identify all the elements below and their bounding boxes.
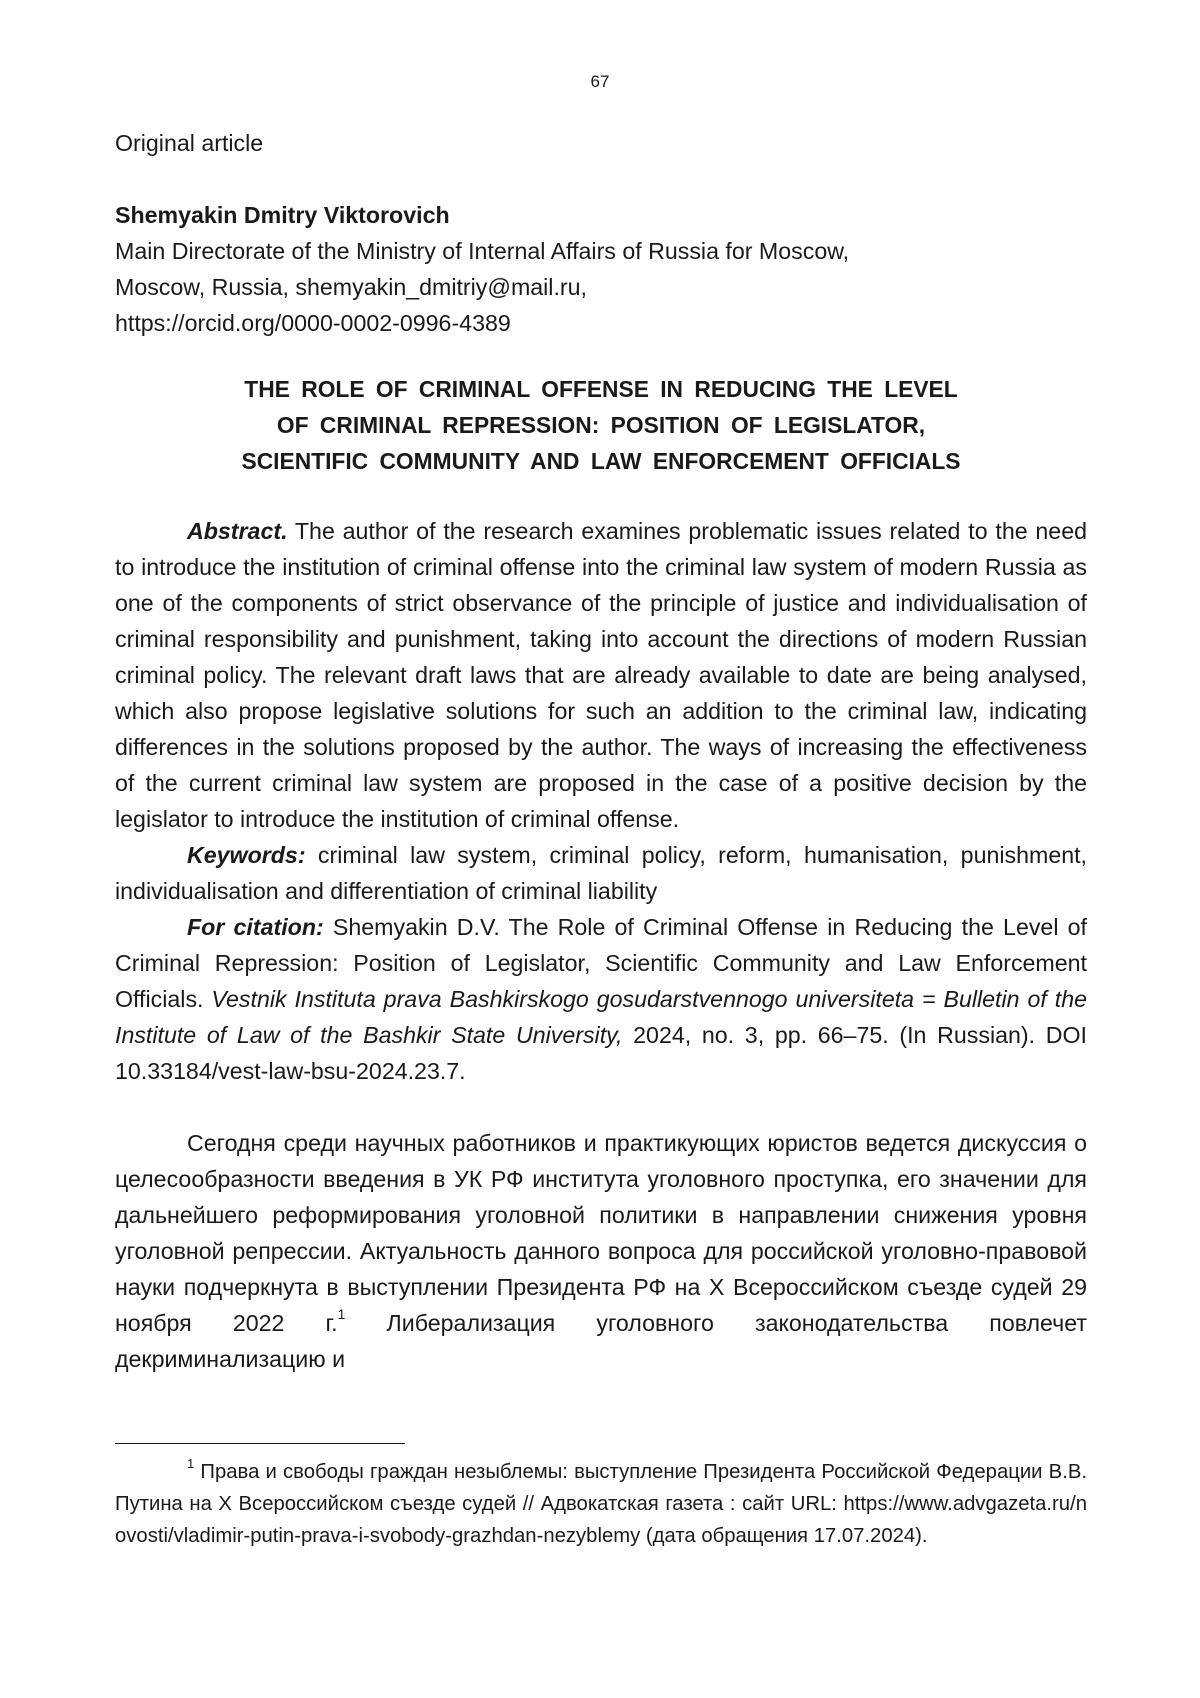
footnote-marker: 1 — [187, 1456, 195, 1471]
footnote-access-date: (дата обращения 17.07.2024). — [640, 1525, 928, 1547]
abstract — [115, 513, 1087, 837]
article-content — [115, 125, 1087, 1377]
footnote-text: Права и свободы граждан незыблемы: выступление Президента Российской Федерации В.В. Путина на X Всероссийском съезде судей // Адвокатская газета : сайт URL: — [115, 1461, 1087, 1515]
body-text-continued: Либерализация уголовного законодательства повлечет декриминализацию и — [115, 1310, 1088, 1372]
citation — [115, 909, 1087, 1089]
title-line: OF CRIMINAL REPRESSION: POSITION OF LEGISLATOR, — [276, 412, 926, 438]
spacer — [115, 161, 1087, 197]
keywords-label: Keywords: — [187, 842, 306, 868]
footnote-url[interactable]: https://www.advgazeta.ru/novosti/vladimir-putin-prava-i-svobody-grazhdan-nezyblemy — [115, 1493, 1087, 1547]
citation-journal: Vestnik Instituta prava Bashkirskogo gosudarstvennogo universiteta = Bulletin of the Institute of Law of the Bashkir State University, — [115, 986, 1087, 1048]
article-type: Original article — [115, 130, 264, 156]
body-paragraph — [115, 1125, 1087, 1377]
citation-label: For citation: — [187, 914, 324, 940]
footnote — [115, 1456, 1087, 1552]
footnote-body — [115, 1456, 1087, 1552]
body-text: Сегодня среди научных работников и практикующих юристов ведется дискуссия о целесообразности введения в УК РФ института уголовного проступка, его значении для дальнейшего реформирования уголовной политики в направлении снижения уровня уголовной репрессии. Актуальность данного вопроса для российской уголовно-правовой науки подчеркнута в выступлении Президента РФ на X Всероссийском съезде судей 29 ноября 2022 г. — [115, 1130, 1087, 1336]
title-line: SCIENTIFIC COMMUNITY AND LAW ENFORCEMENT OFFICIALS — [241, 448, 961, 474]
citation-text: Shemyakin D.V. The Role of Criminal Offense in Reducing the Level of Criminal Repression: Position of Legislator, Scientific Community and Law Enforcement Officials. — [115, 914, 1088, 1012]
author-name: Shemyakin Dmitry Viktorovich — [115, 202, 450, 228]
title-line: THE ROLE OF CRIMINAL OFFENSE IN REDUCING THE LEVEL — [244, 376, 958, 402]
citation-details: 2024, no. 3, pp. 66–75. (In Russian). DOI 10.33184/vest-law-bsu-2024.23.7. — [115, 1022, 1087, 1084]
author-orcid[interactable]: https://orcid.org/0000-0002-0996-4389 — [115, 310, 511, 336]
author-location-email: Moscow, Russia, shemyakin_dmitriy@mail.ru, — [115, 274, 587, 300]
keywords-text: criminal law system, criminal policy, reform, humanisation, punishment, individualisation and differentiation of criminal liability — [115, 842, 1087, 904]
footnote-reference[interactable]: 1 — [337, 1306, 346, 1322]
spacer — [115, 1089, 1087, 1125]
keywords — [115, 837, 1087, 909]
footnote-divider — [115, 1443, 405, 1444]
article-title — [115, 371, 1087, 479]
page-number: 67 — [590, 72, 610, 91]
abstract-text: The author of the research examines problematic issues related to the need to introduce the institution of criminal offense into the criminal law system of modern Russia as one of the components of strict observance of the principle of justice and individualisation of criminal responsibility and punishment, taking into account the directions of modern Russian criminal policy. The relevant draft laws that are already available to date are being analysed, which also propose legislative solutions for such an addition to the criminal law, indicating differences in the solutions proposed by the author. The ways of increasing the effectiveness of the current criminal law system are proposed in the case of a positive decision by the legislator to introduce the institution of criminal offense. — [115, 518, 1087, 832]
author-affiliation: Main Directorate of the Ministry of Internal Affairs of Russia for Moscow, — [115, 238, 850, 264]
abstract-label: Abstract. — [187, 518, 288, 544]
